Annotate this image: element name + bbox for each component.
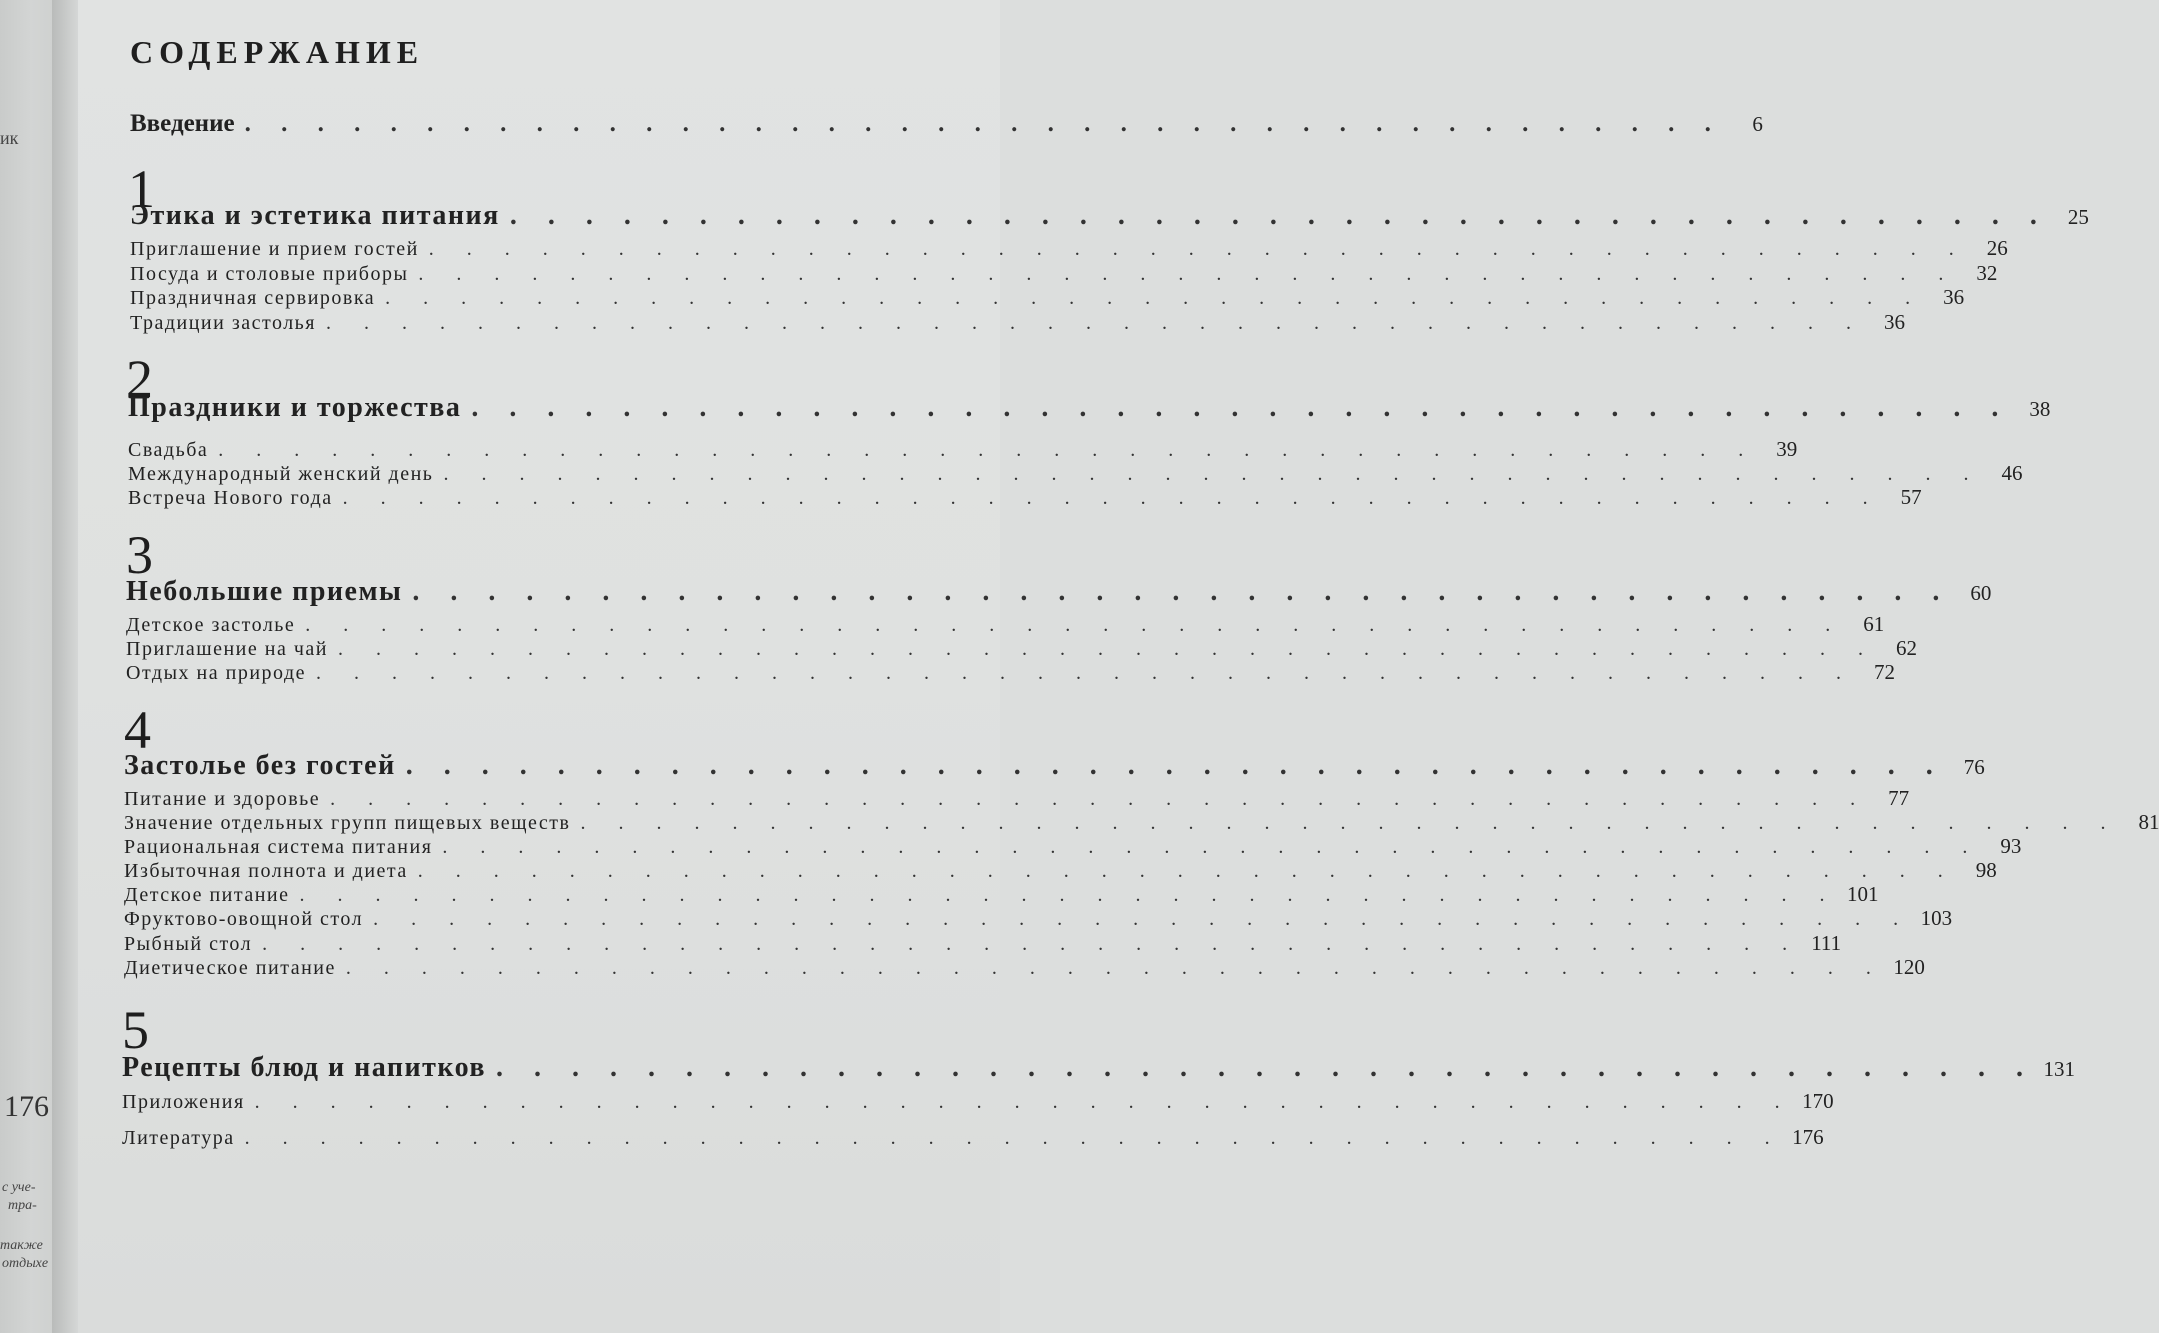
dot-leader: . . . . . . . . . . . . . . . . . . . . . . . . . . . . . . . . . . . . . . . . . [496,1052,2036,1083]
toc-page-number: 170 [1802,1089,1834,1113]
left-page-fragment: тра- [8,1198,37,1213]
toc-entry-label: Приглашение на чай [126,638,328,660]
toc-entry[interactable] [124,834,2022,859]
toc-page-number: 38 [2029,397,2051,421]
toc-entry-label: Значение отдельных групп пищевых веществ [124,812,571,834]
part-number: 2 [126,349,153,409]
toc-page-number: 76 [1963,755,1985,779]
toc-entry[interactable] [128,461,2023,486]
dot-leader: . . . . . . . . . . . . . . . . . . . . . . . . . . . . . . . . . . . . . . . . . [244,1127,1784,1149]
toc-entry-label: Детское питание [124,884,290,906]
dot-leader: . . . . . . . . . . . . . . . . . . . . . . . . . . . . . . . . . . . . . . . . . [418,263,1958,285]
toc-page-number: 176 [1792,1125,1824,1149]
dot-leader: . . . . . . . . . . . . . . . . . . . . . . . . . . . . . . . . . . . . . . . . . [299,884,1839,906]
toc-part-title[interactable] [124,750,1985,782]
dot-leader: . . . . . . . . . . . . . . . . . . . . . . . . . . . . . . . . . . . . . . . . . [443,463,1983,485]
toc-page-number: 36 [1943,285,1965,309]
part-number: 3 [126,525,153,585]
toc-page-number: 81 [2138,810,2159,834]
toc-entry-label: Посуда и столовые приборы [130,263,409,285]
dot-leader: . . . . . . . . . . . . . . . . . . . . . . . . . . . . . . . . . . . . . . . . . [580,812,2120,834]
toc-page-number: 77 [1888,786,1910,810]
dot-leader: . . . . . . . . . . . . . . . . . . . . . . . . . . . . . . . . . . . . . . . . . [218,439,1758,461]
toc-entry[interactable] [124,931,1842,956]
toc-entry[interactable] [124,858,1997,883]
toc-part-title-label: Застолье без гостей [124,750,396,781]
contents-heading: СОДЕРЖАНИЕ [130,34,425,70]
toc-page-number: 103 [1920,906,1953,930]
toc-entry[interactable] [124,882,1879,907]
toc-entry-label: Питание и здоровье [124,788,321,810]
part-number: 4 [124,700,151,760]
dot-leader: . . . . . . . . . . . . . . . . . . . . . . . . . . . . . . . . . . . . . . . . . [442,836,1982,858]
toc-entry[interactable] [130,310,1905,335]
toc-page-number: 60 [1970,581,1992,605]
toc-part-title-label: Рецепты блюд и напитков [122,1052,487,1083]
toc-entry[interactable] [126,612,1885,637]
toc-entry[interactable] [124,955,1925,980]
toc-entry[interactable] [124,786,1910,811]
toc-part-title-label: Праздники и торжества [128,392,462,423]
dot-leader: . . . . . . . . . . . . . . . . . . . . . . . . . . . . . . . . . . . . . . . . . [373,908,1913,930]
toc-entry-label: Избыточная полнота и диета [124,860,408,882]
book-spine-shadow [52,0,78,1333]
part-number: 1 [128,159,155,219]
dot-leader: . . . . . . . . . . . . . . . . . . . . . . . . . . . . . . . . . . . . . . . . . [254,1091,1794,1113]
toc-part-title-label: Этика и эстетика питания [130,200,500,231]
toc-entry-label: Диетическое питание [124,957,336,979]
toc-entry[interactable] [124,810,2159,835]
toc-page-number: 98 [1975,858,1997,882]
dot-leader: . . . . . . . . . . . . . . . . . . . . . . . . . . . . . . . . . . . . . . . . . [345,957,1885,979]
toc-page-number: 6 [1752,112,1763,136]
toc-entry-label: Международный женский день [128,463,434,485]
dot-leader: . . . . . . . . . . . . . . . . . . . . . . . . . . . . . . . . . . . . . . . . . [330,788,1870,810]
toc-entry-intro[interactable] [130,110,1763,138]
toc-entry[interactable] [128,485,1922,510]
dot-leader: . . . . . . . . . . . . . . . . . . . . . . . . . . . . . . . . . . . . . . . . . [337,638,1877,660]
toc-entry[interactable] [126,660,1895,685]
dot-leader: . . . . . . . . . . . . . . . . . . . . . . . . . . . . . . . . . . . . . . . . . [405,750,1945,781]
toc-entry-label: Детское застолье [126,614,296,636]
toc-page-number: 131 [2043,1057,2076,1081]
toc-part-title[interactable] [126,576,1992,608]
toc-entry[interactable] [130,236,2008,261]
toc-entry[interactable] [126,636,1917,661]
toc-entry-label: Введение [130,110,235,137]
toc-entry-label: Приложения [122,1091,245,1113]
toc-entry[interactable] [128,437,1798,462]
dot-leader: . . . . . . . . . . . . . . . . . . . . . . . . . . . . . . . . . . . . . . . . . [262,933,1802,955]
dot-leader: . . . . . . . . . . . . . . . . . . . . . . . . . . . . . . . . . . . . . . . . . [412,576,1952,607]
toc-page-number: 111 [1811,931,1842,955]
dot-leader: . . . . . . . . . . . . . . . . . . . . . . . . . . . . . . . . . . . . . . . . . [244,110,1723,137]
toc-entry-label: Рациональная система питания [124,836,433,858]
dot-leader: . . . . . . . . . . . . . . . . . . . . . . . . . . . . . . . . . . . . . . . . . [305,614,1845,636]
left-page-fragment: отдыхе [2,1256,49,1271]
left-page-fragment: ик [0,128,19,148]
toc-page-number: 32 [1976,261,1998,285]
toc-part-title[interactable] [122,1052,2076,1084]
toc-entry[interactable] [124,906,1953,931]
toc-entry-label: Встреча Нового года [128,487,333,509]
toc-entry[interactable] [122,1125,1824,1150]
toc-page-number: 93 [2000,834,2022,858]
toc-page-number: 61 [1863,612,1885,636]
toc-page-number: 36 [1884,310,1905,334]
dot-leader: . . . . . . . . . . . . . . . . . . . . . . . . . . . . . . . . . . . . . . . . . [428,238,1968,260]
left-page-fragment: с уче- [2,1180,36,1195]
dot-leader: . . . . . . . . . . . . . . . . . . . . . . . . . . . . . . . . . . . . . . . . . [326,312,1865,334]
toc-part-title[interactable] [130,200,2089,232]
toc-page-number: 39 [1776,437,1798,461]
dot-leader: . . . . . . . . . . . . . . . . . . . . . . . . . . . . . . . . . . . . . . . . . [471,392,2011,423]
toc-page-number: 25 [2067,205,2089,229]
toc-entry-label: Приглашение и прием гостей [130,238,419,260]
previous-page-edge [0,0,52,1333]
toc-part-title[interactable] [128,392,2051,424]
left-page-fragment: также [0,1238,43,1253]
toc-page-number: 26 [1986,236,2008,260]
toc-entry-label: Традиции застолья [130,312,316,334]
toc-page-number: 57 [1900,485,1922,509]
dot-leader: . . . . . . . . . . . . . . . . . . . . . . . . . . . . . . . . . . . . . . . . . [509,200,2049,231]
toc-page-number: 72 [1874,660,1895,684]
toc-page-number: 101 [1847,882,1879,906]
toc-entry[interactable] [130,285,1965,310]
toc-part-title-label: Небольшие приемы [126,576,403,607]
toc-entry-label: Праздничная сервировка [130,287,376,309]
left-page-number: 176 [4,1090,49,1123]
toc-entry[interactable] [122,1089,1834,1114]
toc-entry-label: Литература [122,1127,235,1149]
toc-page-number: 62 [1895,636,1917,660]
dot-leader: . . . . . . . . . . . . . . . . . . . . . . . . . . . . . . . . . . . . . . . . . [342,487,1882,509]
toc-entry-label: Рыбный стол [124,933,253,955]
part-number: 5 [122,1000,149,1060]
dot-leader: . . . . . . . . . . . . . . . . . . . . . . . . . . . . . . . . . . . . . . . . . [385,287,1925,309]
toc-entry-label: Отдых на природе [126,662,306,684]
toc-page-number: 46 [2001,461,2023,485]
toc-entry-label: Свадьба [128,439,209,461]
dot-leader: . . . . . . . . . . . . . . . . . . . . . . . . . . . . . . . . . . . . . . . . . [316,662,1855,684]
toc-entry[interactable] [130,261,1998,286]
dot-leader: . . . . . . . . . . . . . . . . . . . . . . . . . . . . . . . . . . . . . . . . . [417,860,1957,882]
toc-page-number: 120 [1893,955,1925,979]
toc-entry-label: Фруктово-овощной стол [124,908,364,930]
